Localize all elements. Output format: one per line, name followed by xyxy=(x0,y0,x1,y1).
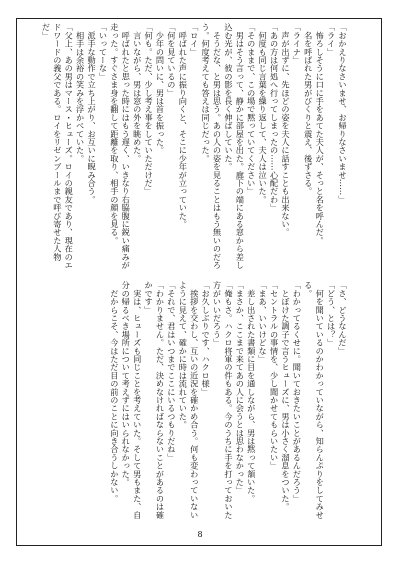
page-number: 8 xyxy=(197,530,203,539)
text-block-upper: 「おかえりなさいませ、お帰りなさいませ……」 「ライ」 怖ろしそうに口に手をあてた夫人が、そっと名を呼んだ。 名を呼ばれた男がびくりと震え、後ずさる。 「ライナ」 声が出ずに、先ほどの姿を夫人に話すことも出来ない。 「あの方は何処へ行ってしまったの……心配だわ」 何度も同じ言葉を繰り返して、夫人は泣いた。 「そのままで、この場で黙っていてください」 男はそう言って、静かに部屋を出た。廊下の端にある窓から差し込む光が、彼の影を長く伸ばしていた。 そうだな、と男は思う。あの人の姿を見ることはもう無いのだろう。何度考えても答えは同じだった。 「ロイ」 呼ばれた声に振り向くと、そこに少年が立っていた。 「何を見ているの」 少年の問いに、男は首を振った。 「何も。ただ、少し考え事をしていただけだ」 言いながら、男は窓の外を眺めた。 呼ばれたと思った時にはもう遅く、いきなり右脇腹に鋭い痛みが走った。すぐさま身を翻して距離を取り、相手の顔を見る。 「いってーな」 派手な動作で立ち上がり、お互いに睨み合う。 相手は余裕の笑みを浮かべていた。 「父上、あの男はマース・ヒューズ。ロイの親友であり、現在のエドワードの義父である。ロイをリゼンブールまで呼び寄せた人物だ」 xyxy=(41,23,348,269)
text-block-lower: 「さ、どうなんだ」 「どう、とは？」 何を聞いているのかわかっていながら、知らんぷりをしてみせる。 「わかってるくせに。聞いておきたいことがあるんだろう」 とぼけた調子で言うヒューズに、男は小さく溜息をついた。 「セントラルの事情を、少し聞かせてもらいたい」 「まあ、いいけどな」 差し出された書類に目を通しながら、男は黙って頷いた。 「まさか、ここまで来てあの人に会うとは思わなかった」 「俺もさ。ハクロ将軍の件もある。今のうちに手を打っておいた方がいいだろう」 「お久しぶりです、ハクロ様」 挨拶を交わし、互いの近況を確かめ合う。何も変わっていないように見えて、確かに時は流れていた。 「それで、君はいつまでここにいるつもりだね」 「わかりません。ただ、決めなければならないことがあるのは確かです」 実は、ヒューズも同じことを考えていた。そして男もまた、自分の帰るべき場所について考えずにはいられなかった。 だからこそ、今はただ目の前のことに向き合うしかない。 xyxy=(109,281,348,519)
